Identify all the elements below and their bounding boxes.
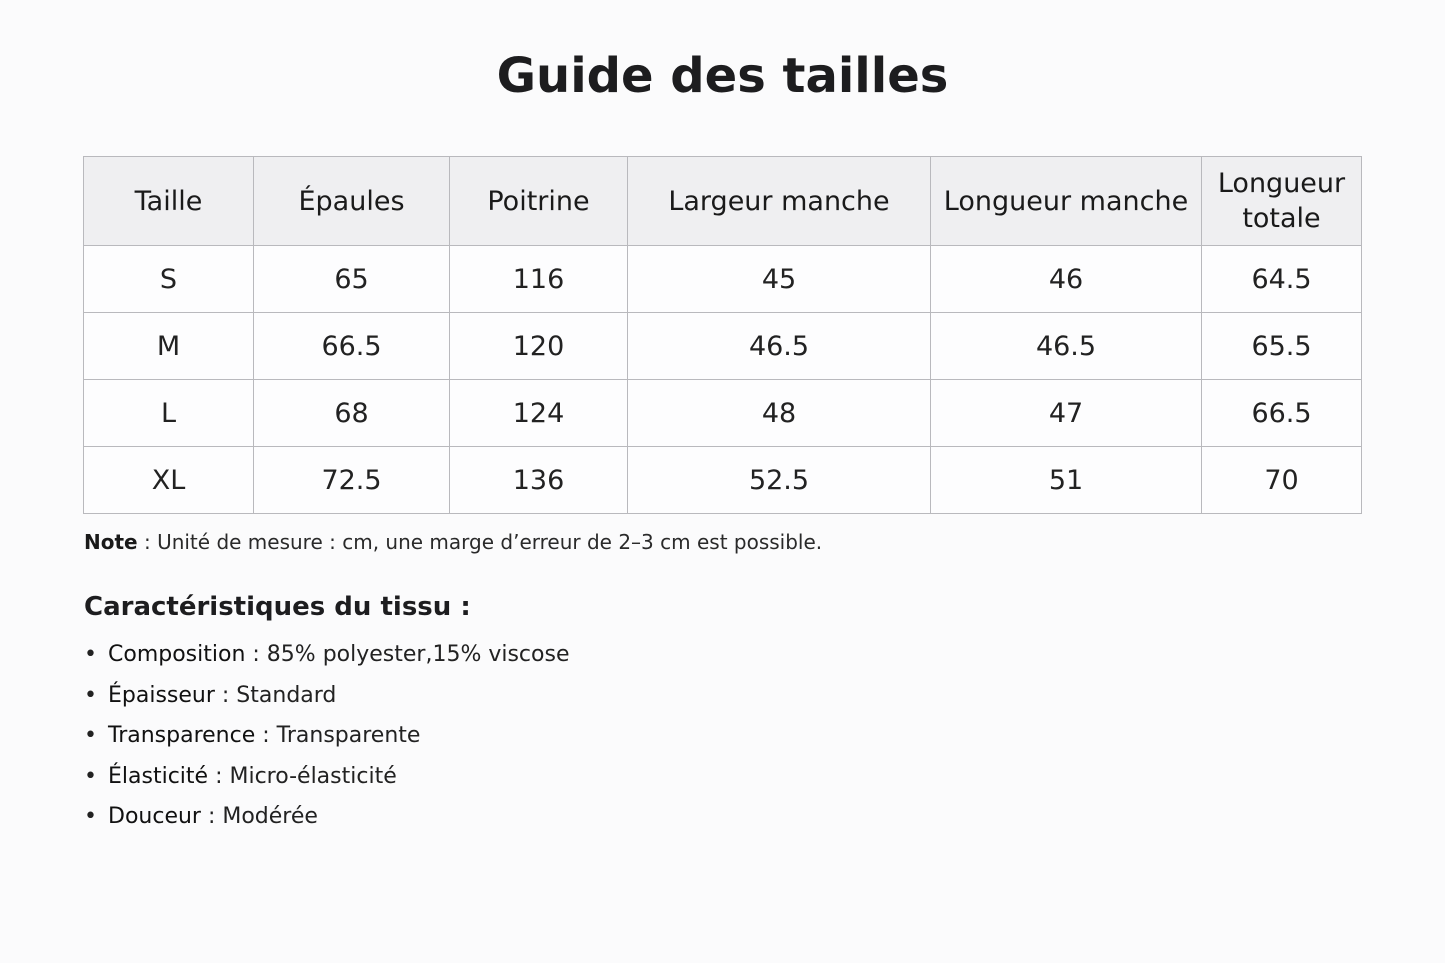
table-cell: M bbox=[84, 313, 254, 380]
table-cell: 70 bbox=[1202, 447, 1362, 514]
list-item bbox=[84, 800, 570, 841]
header-cell-longueur-manche: Longueur manche bbox=[931, 157, 1202, 246]
header-cell-longueur-totale: Longueur totale bbox=[1202, 157, 1362, 246]
feature-value: : 85% polyester,15% viscose bbox=[245, 642, 570, 667]
table-row bbox=[84, 313, 1362, 380]
size-table bbox=[83, 156, 1362, 514]
table-cell: 47 bbox=[931, 380, 1202, 447]
fabric-section-title: Caractéristiques du tissu : bbox=[84, 592, 471, 622]
table-cell: 65.5 bbox=[1202, 313, 1362, 380]
table-cell: 46.5 bbox=[931, 313, 1202, 380]
table-cell: 66.5 bbox=[254, 313, 450, 380]
header-cell-taille: Taille bbox=[84, 157, 254, 246]
feature-value: : Transparente bbox=[255, 723, 421, 748]
feature-value: : Modérée bbox=[200, 804, 318, 829]
table-cell: XL bbox=[84, 447, 254, 514]
bullet-icon: • bbox=[84, 804, 97, 829]
table-cell: 51 bbox=[931, 447, 1202, 514]
table-cell: S bbox=[84, 246, 254, 313]
page-title: Guide des tailles bbox=[496, 48, 949, 104]
header-cell-largeur-manche: Largeur manche bbox=[628, 157, 931, 246]
bullet-icon: • bbox=[84, 723, 97, 748]
list-item bbox=[84, 638, 570, 679]
table-cell: 45 bbox=[628, 246, 931, 313]
table-cell: 65 bbox=[254, 246, 450, 313]
table-cell: 124 bbox=[450, 380, 628, 447]
list-item bbox=[84, 679, 570, 720]
bullet-icon: • bbox=[84, 763, 97, 789]
bullet-icon: • bbox=[84, 642, 97, 667]
bullet-icon: • bbox=[84, 682, 97, 708]
header-cell-epaules: Épaules bbox=[254, 157, 450, 246]
note-label: Note bbox=[84, 530, 138, 554]
feature-label: Douceur bbox=[108, 804, 201, 829]
feature-label: Transparence bbox=[108, 723, 256, 748]
table-row bbox=[84, 246, 1362, 313]
table-cell: L bbox=[84, 380, 254, 447]
table-cell: 46.5 bbox=[628, 313, 931, 380]
header-cell-poitrine: Poitrine bbox=[450, 157, 628, 246]
table-cell: 72.5 bbox=[254, 447, 450, 514]
table-row bbox=[84, 447, 1362, 514]
table-header-row bbox=[84, 157, 1362, 246]
feature-label: Élasticité bbox=[108, 763, 209, 789]
table-cell: 52.5 bbox=[628, 447, 931, 514]
table-cell: 116 bbox=[450, 246, 628, 313]
feature-value: : Micro-élasticité bbox=[208, 763, 397, 789]
table-cell: 120 bbox=[450, 313, 628, 380]
feature-label: Épaisseur bbox=[108, 682, 215, 708]
measurement-note bbox=[84, 530, 822, 554]
table-cell: 136 bbox=[450, 447, 628, 514]
table-cell: 66.5 bbox=[1202, 380, 1362, 447]
table-cell: 64.5 bbox=[1202, 246, 1362, 313]
feature-value: : Standard bbox=[214, 682, 337, 708]
fabric-features-list bbox=[84, 638, 570, 841]
table-cell: 48 bbox=[628, 380, 931, 447]
note-text: : Unité de mesure : cm, une marge d’erreur de 2–3 cm est possible. bbox=[137, 530, 823, 554]
table-cell: 68 bbox=[254, 380, 450, 447]
table-row bbox=[84, 380, 1362, 447]
list-item bbox=[84, 760, 570, 801]
table-cell: 46 bbox=[931, 246, 1202, 313]
feature-label: Composition bbox=[108, 642, 246, 667]
list-item bbox=[84, 719, 570, 760]
